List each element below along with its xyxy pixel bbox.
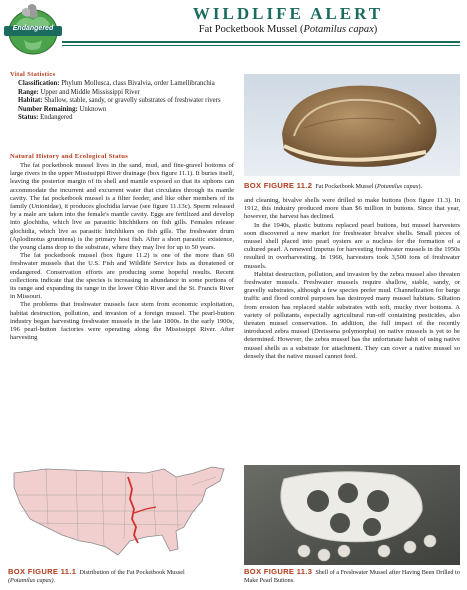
left-column-text: [10, 162, 234, 452]
fig3-caption: BOX FIGURE 11.3 Shell of a Freshwater Mussel after Having Been Drilled to Make Pearl Buttons.: [244, 567, 460, 584]
header-rule-thin: [62, 45, 460, 46]
distribution-map: [6, 455, 234, 565]
page-title: WILDLIFE ALERT: [192, 4, 384, 23]
paragraph: In the 1940s, plastic buttons replaced pearl buttons, but mussel harvesters soon discovered a new market for freshwater bivalve shells. Small pieces of mussel shell placed into pearl oysters are a nucleus for the formation of a cultured pearl. A renewed impetus for harvesting freshwater mussels in the 1950s resulted in overharvesting. In 1966, harvesters took 3,500 tons of freshwater mussels.: [244, 221, 460, 270]
vs-habitat: Habitat: Shallow, stable, sandy, or gravelly substrates of freshwater rivers: [18, 97, 221, 105]
fig2-caption: BOX FIGURE 11.2 Fat Pocketbook Mussel (Potamilus capax).: [244, 181, 423, 190]
paragraph: The problems that freshwater mussels face stem from economic exploitation, habitat destruction, pollution, and invasion of a foreign mussel. The pearl-button industry began harvesting freshwater mussels in the late 1800s. In the early 1900s, 196 pearl-button factories were operating along the Mississippi River. After harvesting: [10, 301, 234, 342]
natural-history-heading: Natural History and Ecological Status: [10, 153, 129, 160]
header: [0, 0, 467, 60]
paragraph: The fat pocketbook mussel lives in the sand, mud, and fine-gravel bottoms of large rivers in the upper Mississippi River drainage (box figure 11.1). It buries itself, leaving the posterior margin of its shell and mantle exposed so that its siphons can accommodate the incurrent and excurrent water that circulates through its mantle cavity. The fat pocketbook mussel is a filter feeder, and like other members of its family (Unionidae), it produces glochidia larvae (see figure 11.13c). Sperm released by a male are taken into the female's mantle cavity. Eggs are fertilized and develop into glochidia, which live as parasitic hitchhikers on fish gills. Females release glochidia, which live as parasitic hitchhikers on fish gills. The freshwater drum (Aplodinotus grunniens) is the primary host fish. After a short parasitic existence, the young clams drop to the substrate, where they may live for up to 50 years.: [10, 162, 234, 252]
right-column-text: [244, 197, 460, 455]
vs-range: Range: Upper and Middle Mississippi River: [18, 88, 140, 96]
vs-status: Status: Endangered: [18, 114, 73, 122]
vital-statistics-heading: Vital Statistics: [10, 71, 56, 78]
badge-label: Endangered: [12, 25, 54, 32]
vital-statistics: [12, 80, 232, 123]
paragraph: and cleaning, bivalve shells were drilled to make buttons (box figure 11.3). In 1912, this industry produced more than $6 million in buttons. Since that year, however, the harvest has declined.: [244, 197, 460, 221]
vs-number-remaining: Number Remaining: Unknown: [18, 105, 107, 113]
paragraph: Habitat destruction, pollution, and invasion by the zebra mussel also threaten freshwater mussels. Freshwater mussels require shallow, stable, sandy, or gravelly substrates, although a few species prefer mud. Channelization for barge traffic and flood control purposes has destroyed many mussel habitats. Siltation from erosion has replaced stable substrates with soft, mucky river bottoms. A variety of pollutants, especially agricultural run-off containing pesticides, also threaten mussel conservation. In addition, the full impact of the recently introduced zebra mussel (Dreissena polymorpha) on native mussels is yet to be determined. However, the zebra mussel has the unfortunate habit of using native mussel shells as a substrate for attachment. They can cover a native mussel so densely that the native mussel cannot feed.: [244, 270, 460, 360]
mussel-shell-photo: [244, 74, 460, 176]
fig1-caption: BOX FIGURE 11.1 Distribution of the Fat Pocketbook Mussel (Potamilus capax).: [8, 567, 185, 584]
drilled-shell-photo: [244, 465, 460, 565]
vs-classification: Classification: Phylum Mollusca, class Bivalvia, order Lamellibranchia: [18, 80, 215, 87]
header-rule: [62, 41, 460, 43]
page-subtitle: Fat Pocketbook Mussel (Potamilus capax): [198, 24, 378, 35]
paragraph: The fat pocketbook mussel (box figure 11.2) is one of the more than 60 freshwater mussels that the U.S. Fish and Wildlife Service lists as threatened or endangered. Conservation efforts are producing some hopeful results. Recent collections indicate that the species is increasing in abundance in some portions of its range and expanding its range in the lower Ohio River and the St. Francis River in Missouri.: [10, 252, 234, 301]
